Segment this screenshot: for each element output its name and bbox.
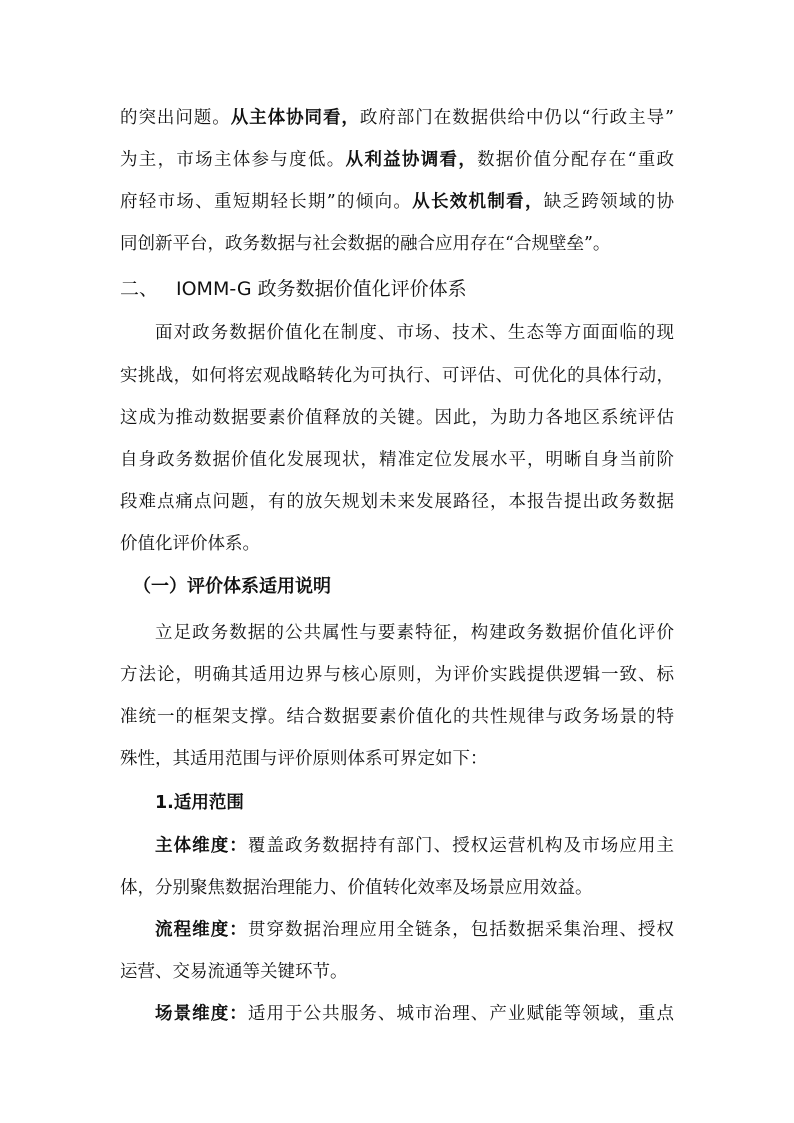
paragraph-line: 实挑战，如何将宏观战略转化为可执行、可评估、可优化的具体行动， (120, 366, 674, 386)
text-run: 政府部门在数据供给中仍以“行政主导” (359, 108, 674, 128)
paragraph-line: 准统一的框架支撑。结合数据要素价值化的共性规律与政务场景的特 (120, 707, 674, 727)
intro-line-2 (120, 148, 674, 172)
intro-line-1 (120, 106, 674, 130)
paragraph-line: 价值化评价体系。 (120, 534, 260, 554)
paragraph-line: 方法论，明确其适用边界与核心原则，为评价实践提供逻辑一致、标 (120, 665, 674, 685)
paragraph-line: 自身政务数据价值化发展现状，精准定位发展水平，明晰自身当前阶 (120, 450, 674, 470)
paragraph-line: 运营、交易流通等关键环节。 (120, 962, 348, 982)
text-run: 为主，市场主体参与度低。 (120, 150, 346, 170)
text-run: 缺乏跨领域的协 (543, 192, 674, 212)
dimension-subject-line (155, 834, 674, 858)
section-heading (120, 276, 467, 302)
bold-lead-interest: 从利益协调看， (345, 150, 478, 170)
paragraph-line: 立足政务数据的公共属性与要素特征，构建政务数据价值化评价 (155, 623, 674, 643)
section-number: 二、 (120, 278, 159, 300)
subsection-heading: （一）评价体系适用说明 (133, 576, 331, 597)
dimension-label: 场景维度： (155, 1004, 248, 1024)
text-run: 适用于公共服务、城市治理、产业赋能等领域，重点 (247, 1004, 674, 1024)
paragraph-line: 面对政务数据价值化在制度、市场、技术、生态等方面面临的现 (155, 323, 674, 343)
text-run: 数据价值分配存在“重政 (477, 150, 674, 170)
intro-line-4: 同创新平台，政务数据与社会数据的融合应用存在“合规壁垒”。 (120, 234, 611, 254)
paragraph-line: 这成为推动数据要素价值释放的关键。因此，为助力各地区系统评估 (120, 408, 674, 428)
dimension-label: 主体维度： (155, 836, 248, 856)
intro-line-3 (120, 190, 674, 214)
dimension-label: 流程维度： (155, 920, 248, 940)
section-title: IOMM-G 政务数据价值化评价体系 (176, 278, 467, 300)
text-run: 覆盖政务数据持有部门、授权运营机构及市场应用主 (247, 836, 674, 856)
text-run: 贯穿数据治理应用全链条，包括数据采集治理、授权 (247, 920, 674, 940)
dimension-scenario-line (155, 1002, 674, 1026)
paragraph-line: 体，分别聚焦数据治理能力、价值转化效率及场景应用效益。 (120, 878, 593, 898)
text-run: 的突出问题。 (120, 108, 231, 128)
paragraph-line: 殊性，其适用范围与评价原则体系可界定如下： (120, 749, 488, 769)
item-heading: 1.适用范围 (155, 793, 244, 813)
dimension-process-line (155, 918, 674, 942)
bold-lead-mechanism: 从长效机制看， (412, 192, 544, 212)
text-run: 府轻市场、重短期轻长期”的倾向。 (120, 192, 413, 212)
bold-lead-subject: 从主体协同看， (230, 108, 360, 128)
paragraph-line: 段难点痛点问题，有的放矢规划未来发展路径，本报告提出政务数据 (120, 492, 674, 512)
